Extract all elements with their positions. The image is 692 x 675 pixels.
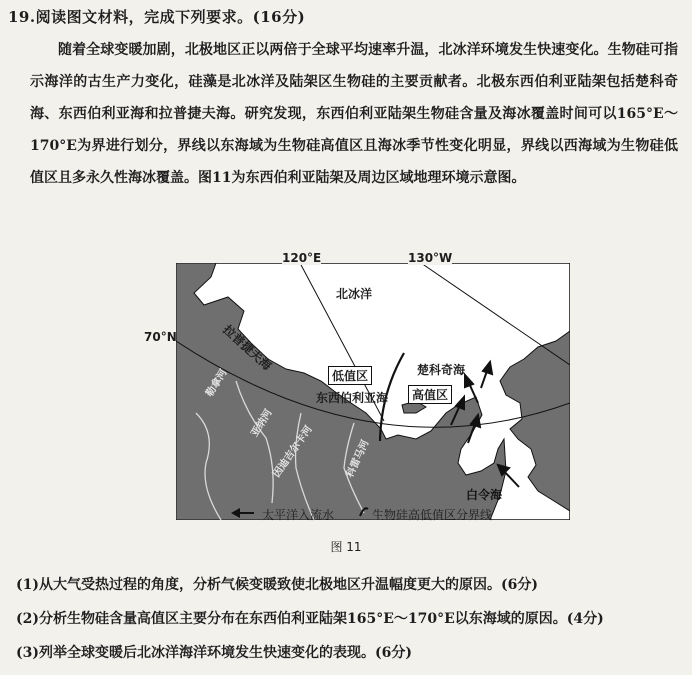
laptev-sea-label: 拉普捷夫海 xyxy=(220,322,275,374)
lon-130w-label: 130°W xyxy=(408,251,453,265)
map-figure xyxy=(144,251,570,522)
river-label-2: 亚纳河 xyxy=(249,407,275,439)
chukchi-sea-label: 楚科奇海 xyxy=(417,363,466,377)
legend-boundary-label: 生物硅高低值区分界线 xyxy=(372,508,493,522)
question-paragraph: 随着全球变暖加剧，北极地区正以两倍于全球平均速率升温，北冰洋环境发生快速变化。生物硅可指示海洋的古生产力变化，硅藻是北冰洋及陆架区生物硅的主要贡献者。北极东西伯利亚陆架包括楚科奇海、东西伯利亚海和拉普捷夫海。研究发现，东西伯利亚陆架生物硅含量及海冰覆盖时间可以165°E～170°E为界进行划分，界线以东海域为生物硅高值区且海冰季节性变化明显，界线以西海域为生物硅低值区且多永久性海冰覆盖。图11为东西伯利亚陆架及周边区域地理环境示意图。 xyxy=(30,42,678,186)
low-zone-label: 低值区 xyxy=(328,366,372,385)
lon-120e-label: 120°E xyxy=(282,251,322,265)
lat-70n-label: 70°N xyxy=(144,330,177,344)
sub-question-2: (2)分析生物硅含量高值区主要分布在东西伯利亚陆架165°E～170°E以东海域的原因。(4分) xyxy=(16,611,604,627)
question-title: 19.阅读图文材料，完成下列要求。(16分) xyxy=(8,8,306,26)
river-label-3: 因迪吉尔卡河 xyxy=(271,424,315,480)
sub-question-1: (1)从大气受热过程的角度，分析气候变暖致使北极地区升温幅度更大的原因。(6分) xyxy=(16,577,538,593)
east-siberian-sea-label: 东西伯利亚海 xyxy=(316,391,389,405)
high-zone-label: 高值区 xyxy=(408,385,452,404)
river-label-1: 勒拿河 xyxy=(204,367,230,399)
river-label-4: 科雷马河 xyxy=(344,438,372,480)
legend-inflow-label: 太平洋入流水 xyxy=(262,508,335,522)
figure-caption: 图 11 xyxy=(330,540,362,554)
arctic-ocean-label: 北冰洋 xyxy=(336,287,373,301)
bering-sea-label: 白令海 xyxy=(466,488,503,502)
sub-question-3: (3)列举全球变暖后北冰洋海洋环境发生快速变化的表现。(6分) xyxy=(16,645,412,661)
